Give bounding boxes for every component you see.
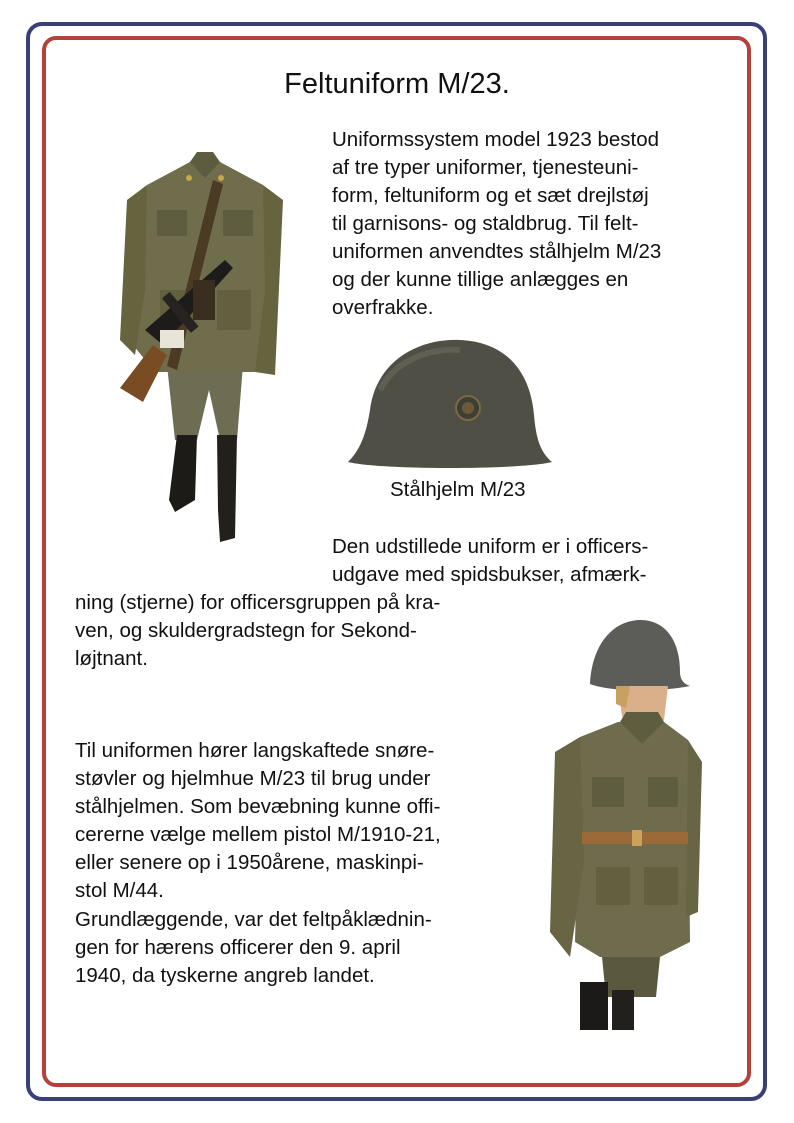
- text-line: Til uniformen hører langskaftede snøre-: [75, 739, 435, 762]
- steel-helmet-photo: [340, 330, 560, 480]
- text-line: løjtnant.: [75, 647, 148, 670]
- text-line: af tre typer uniformer, tjenesteuni-: [332, 156, 639, 179]
- text-line: til garnisons- og staldbrug. Til felt-: [332, 212, 639, 235]
- text-line: Den udstillede uniform er i officers-: [332, 535, 649, 558]
- displayed-uniform-paragraph-start: [332, 533, 648, 589]
- text-line: gen for hærens officerer den 9. april: [75, 936, 401, 959]
- uniform-with-smg-photo: [105, 140, 305, 545]
- text-line: ven, og skuldergradstegn for Sekond-: [75, 619, 417, 642]
- text-line: 1940, da tyskerne angreb landet.: [75, 964, 375, 987]
- text-line: og der kunne tillige anlægges en: [332, 268, 629, 291]
- page-title: Feltuniform M/23.: [284, 68, 510, 100]
- equipment-paragraph: [75, 737, 441, 905]
- text-line: overfrakke.: [332, 296, 434, 319]
- text-line: ning (stjerne) for officersgruppen på kra-: [75, 591, 441, 614]
- helmet-caption: Stålhjelm M/23: [390, 478, 526, 501]
- text-line: Uniformssystem model 1923 bestod: [332, 128, 660, 151]
- text-line: cererne vælge mellem pistol M/1910-21,: [75, 823, 441, 846]
- intro-paragraph: [332, 126, 661, 322]
- uniform-with-helmet-photo: [540, 612, 710, 1032]
- text-line: Grundlæggende, var det feltpåklædnin-: [75, 908, 432, 931]
- history-paragraph: [75, 906, 432, 990]
- text-line: støvler og hjelmhue M/23 til brug under: [75, 767, 431, 790]
- text-line: form, feltuniform og et sæt drejlstøj: [332, 184, 649, 207]
- text-line: uniformen anvendtes stålhjelm M/23: [332, 240, 662, 263]
- text-line: udgave med spidsbukser, afmærk-: [332, 563, 647, 586]
- text-line: stol M/44.: [75, 879, 164, 902]
- text-line: stålhjelmen. Som bevæbning kunne offi-: [75, 795, 441, 818]
- displayed-uniform-paragraph-end: [75, 589, 440, 673]
- text-line: eller senere op i 1950årene, maskinpi-: [75, 851, 424, 874]
